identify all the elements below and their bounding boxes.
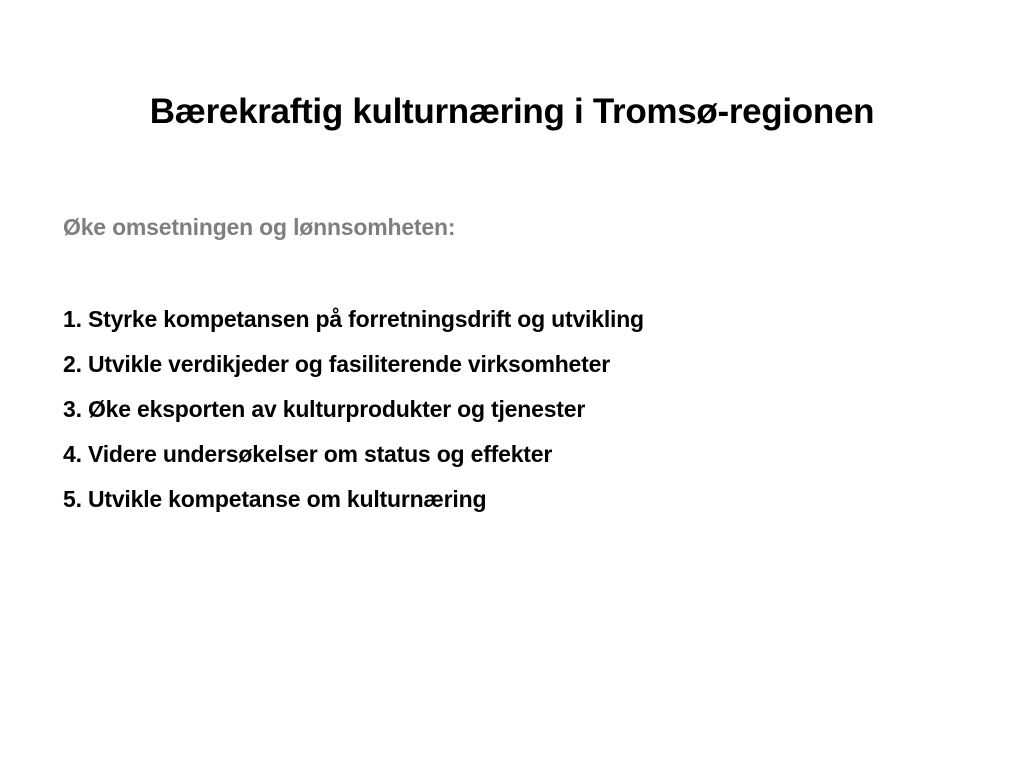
list-item: 4. Videre undersøkelser om status og effekter bbox=[63, 441, 553, 467]
goal-list bbox=[63, 303, 644, 528]
list-item: 2. Utvikle verdikjeder og fasiliterende virksomheter bbox=[63, 351, 610, 377]
slide-title: Bærekraftig kulturnæring i Tromsø-regionen bbox=[149, 92, 875, 131]
list-item: 5. Utvikle kompetanse om kulturnæring bbox=[63, 486, 487, 512]
list-item: 3. Øke eksporten av kulturprodukter og tjenester bbox=[63, 396, 586, 422]
slide-subtitle: Øke omsetningen og lønnsomheten: bbox=[63, 214, 456, 240]
list-item: 1. Styrke kompetansen på forretningsdrift og utvikling bbox=[63, 306, 644, 332]
